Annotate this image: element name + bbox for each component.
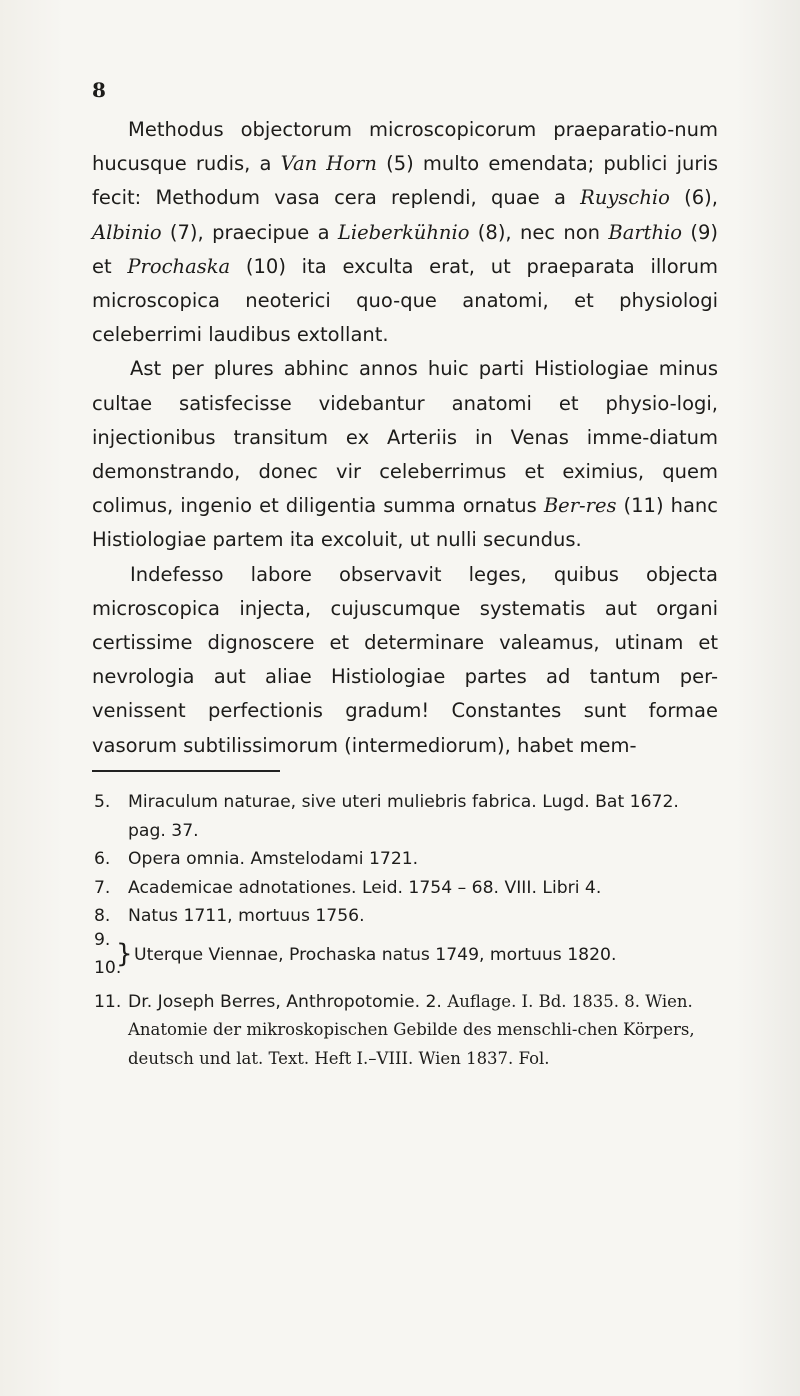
paragraph-2-text-b: (11) hanc Histiologiae partem ita excoluit, ut nulli secundus. — [92, 494, 718, 552]
footnote-number: 9. — [94, 929, 111, 950]
footnote-number: 7. — [94, 877, 111, 898]
author-prochaska: Prochaska — [127, 254, 231, 278]
author-albinio: Albinio — [92, 220, 162, 244]
footnote-combined — [94, 931, 720, 988]
footnote-text: Academicae adnotationes. Leid. 1754 – 68. VIII. Libri 4. — [128, 877, 602, 898]
footnote-number: 5. — [94, 792, 111, 812]
footnote-number: 8. — [94, 906, 111, 926]
paragraph-1-text-c: (6), — [669, 186, 718, 210]
page-number: 8 — [92, 78, 106, 102]
paragraph-1-text-f: (9) et — [92, 220, 718, 278]
paragraph-1-text-e: (8), nec non — [469, 220, 609, 244]
footnote-text: Opera omnia. Amstelodami 1721. — [128, 849, 419, 869]
author-van-horn: Van Horn — [280, 152, 377, 176]
paragraph-2 — [92, 352, 718, 557]
footnote — [94, 788, 720, 845]
footnote-divider — [92, 770, 280, 772]
paragraph-1-text-g: (10) ita exculta erat, ut praeparata illorum microscopica neoterici quo-que anatomi, et physiologi celeberrimi laudibus extollant. — [92, 254, 718, 347]
footnote-number: 10. — [94, 957, 122, 978]
footnote — [94, 874, 720, 903]
footnotes — [94, 788, 720, 1073]
footnote-number: 6. — [94, 849, 111, 869]
footnote-text: Uterque Viennae, Prochaska natus 1749, mortuus 1820. — [134, 944, 617, 965]
footnote-text: Natus 1711, mortuus 1756. — [128, 906, 365, 926]
paragraph-3: Indefesso labore observavit leges, quibus objecta microscopica injecta, cujuscumque systematis aut organi certissime dignoscere et determinare valeamus, utinam et nevrologia aut aliae Histiologiae partes ad tantum per-venissent perfectionis gradum! Constantes sunt formae vasorum subtilissimorum (intermediorum), habet mem- — [92, 562, 718, 757]
paragraph-1 — [92, 113, 718, 352]
footnote-text-a: Dr. Joseph Berres, Anthropotomie. 2. — [128, 991, 448, 1012]
footnote — [94, 988, 720, 1074]
brace-icon: } — [116, 938, 133, 969]
paragraph-2-text-a: Ast per plures abhinc annos huic parti Histiologiae minus cultae satisfecisse videbantur anatomi et physio-logi, injectionibus transitum ex Arteriis in Venas imme-diatum demonstrando, donec vir celeberrimus et eximius, quem colimus, ingenio et diligentia summa ornatus — [92, 357, 718, 518]
footnote-text: Miraculum naturae, sive uteri muliebris fabrica. Lugd. Bat 1672. pag. 37. — [128, 792, 679, 841]
paragraph-1-text-d: (7), praecipue a — [161, 220, 338, 244]
author-ruyschio: Ruyschio — [580, 186, 670, 210]
footnote — [94, 902, 720, 931]
paragraph-1-text-b: (5) multo emendata; publici juris fecit: Methodum vasa cera replendi, quae a — [92, 152, 718, 210]
author-berres: Ber-res — [543, 494, 617, 518]
main-text — [92, 113, 718, 763]
footnote-number: 11. — [94, 991, 122, 1012]
paragraph-1-text-a: Methodus objectorum microscopicorum praeparatio-num hucusque rudis, a — [92, 118, 718, 176]
footnote — [94, 845, 720, 874]
author-lieberkuhnio: Lieberkühnio — [337, 220, 470, 244]
footnote-text-b: Auflage. I. Bd. 1835. 8. Wien. Anatomie der mikroskopischen Gebilde des menschli-chen Körpers, deutsch und lat. Text. Heft I.–VIII. Wien 1837. Fol. — [128, 991, 695, 1068]
author-barthio: Barthio — [608, 220, 683, 244]
